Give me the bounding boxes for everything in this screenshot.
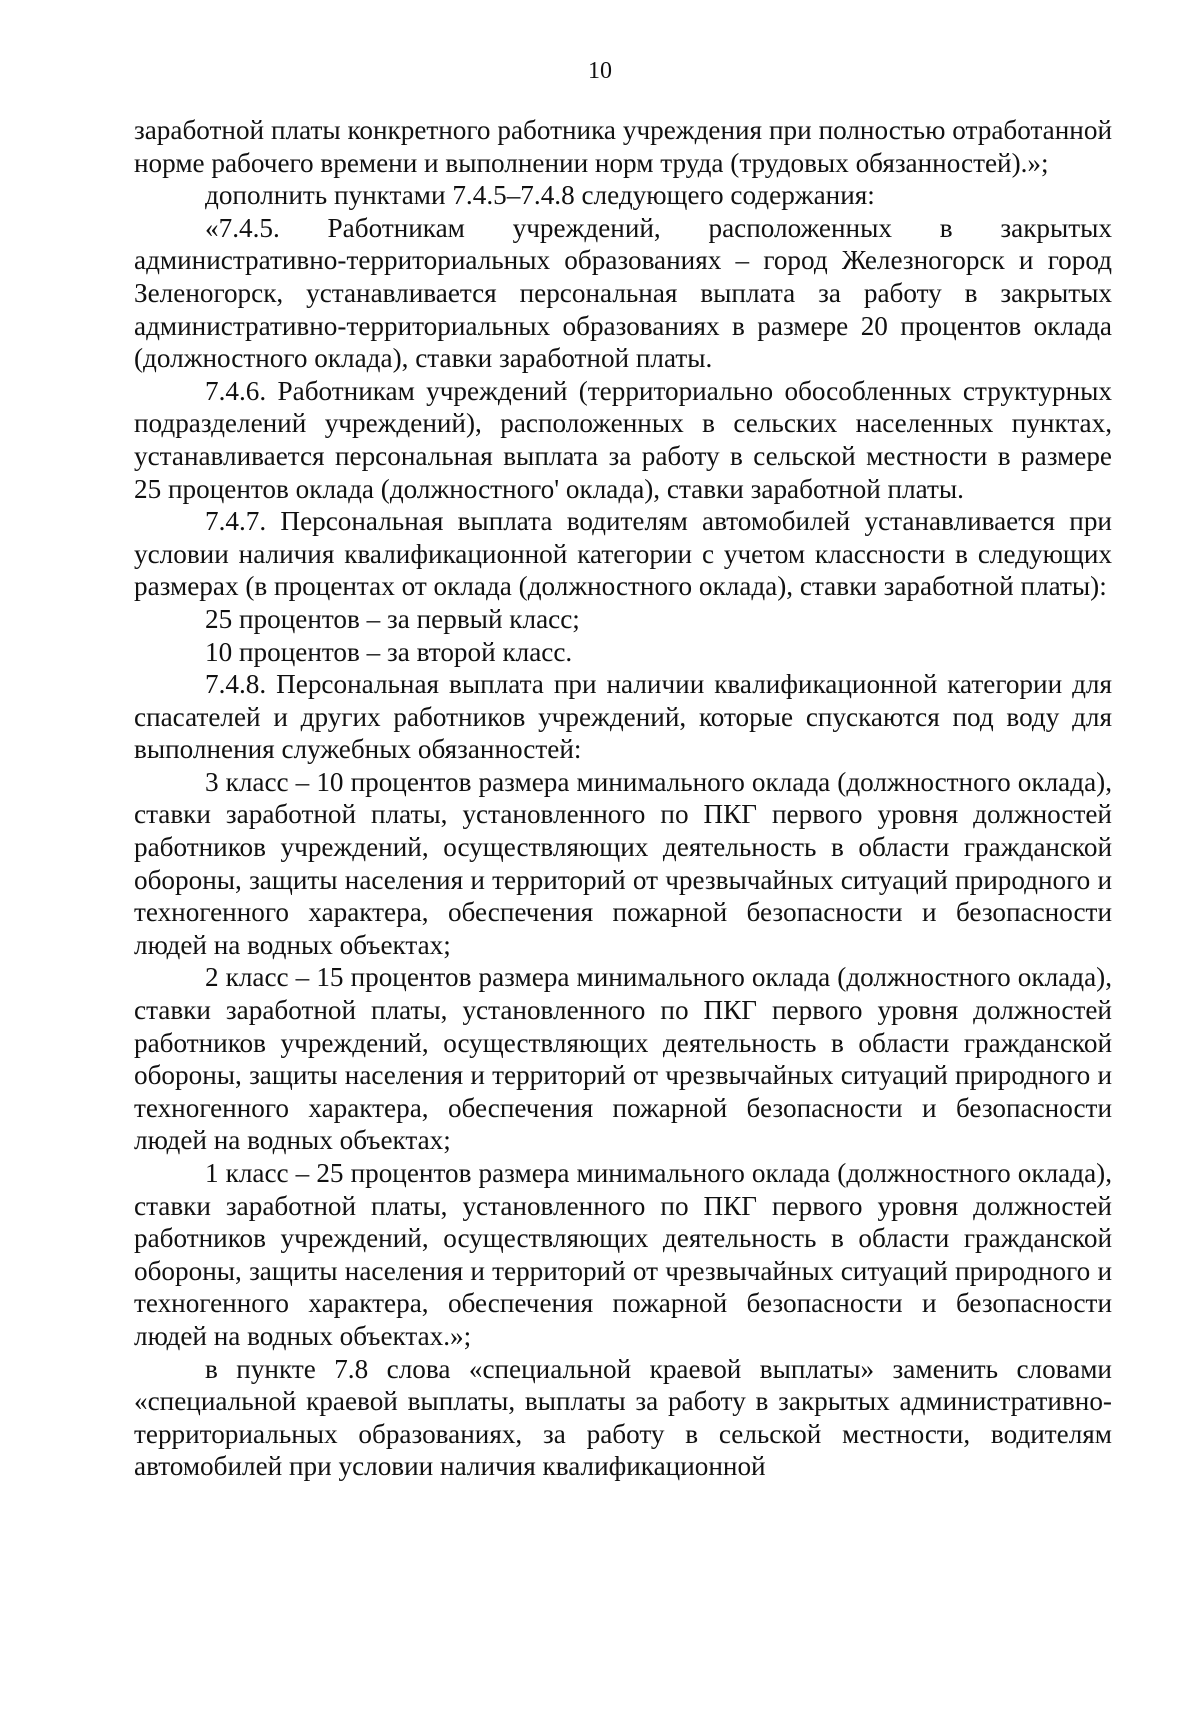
paragraph-first-class: 25 процентов – за первый класс; [205,603,580,634]
paragraph-class-1: 1 класс – 25 процентов размера минимального оклада (должностного оклада), ставки заработной платы, установленного по ПКГ первого уровня должностей работников учреждений, осуществляющих деятельность в области гражданской обороны, защиты населения и территорий от чрезвычайных ситуаций природного и техногенного характера, обеспечения пожарной безопасности и безопасности людей на водных объектах.»; [134,1158,1112,1351]
paragraph-7-4-5: «7.4.5. Работникам учреждений, расположенных в закрытых административно-территориальных образованиях – город Железногорск и город Зеленогорск, устанавливается персональная выплата за работу в закрытых административно-территориальных образованиях в размере 20 процентов оклада (должностного оклада), ставки заработной платы. [134,212,1112,374]
paragraph-7-4-7: 7.4.7. Персональная выплата водителям автомобилей устанавливается при условии наличия квалификационной категории с учетом классности в следующих размерах (в процентах от оклада (должностного оклада), ставки заработной платы): [134,506,1112,602]
paragraph-class-3: 3 класс – 10 процентов размера минимального оклада (должностного оклада), ставки заработной платы, установленного по ПКГ первого уровня должностей работников учреждений, осуществляющих деятельность в области гражданской обороны, защиты населения и территорий от чрезвычайных ситуаций природного и техногенного характера, обеспечения пожарной безопасности и безопасности людей на водных объектах; [134,766,1112,960]
page-number: 10 [588,58,612,84]
paragraph-class-2: 2 класс – 15 процентов размера минимального оклада (должностного оклада), ставки заработной платы, установленного по ПКГ первого уровня должностей работников учреждений, осуществляющих деятельность в области гражданской обороны, защиты населения и территорий от чрезвычайных ситуаций природного и техногенного характера, обеспечения пожарной безопасности и безопасности людей на водных объектах; [134,962,1112,1156]
paragraph-7-8-amendment: в пункте 7.8 слова «специальной краевой выплаты» заменить словами «специальной краевой выплаты, выплаты за работу в закрытых административно-территориальных образованиях, за работу в сельской местности, водителям автомобилей при условии наличия квалификационной [134,1353,1112,1482]
paragraph-7-4-8: 7.4.8. Персональная выплата при наличии квалификационной категории для спасателей и других работников учреждений, которые спускаются под воду для выполнения служебных обязанностей: [134,669,1112,765]
document-body [134,114,1112,1483]
paragraph-second-class: 10 процентов – за второй класс. [205,636,573,667]
paragraph-amendment-intro: дополнить пунктами 7.4.5–7.4.8 следующего содержания: [205,180,875,211]
paragraph-7-4-6: 7.4.6. Работникам учреждений (территориально обособленных структурных подразделений учреждений), расположенных в сельских населенных пунктах, устанавливается персональная выплата за работу в сельской местности в размере 25 процентов оклада (должностного' оклада), ставки заработной платы. [134,375,1112,504]
paragraph-continuation: заработной платы конкретного работника учреждения при полностью отработанной норме рабочего времени и выполнении норм труда (трудовых обязанностей).»; [134,115,1112,178]
